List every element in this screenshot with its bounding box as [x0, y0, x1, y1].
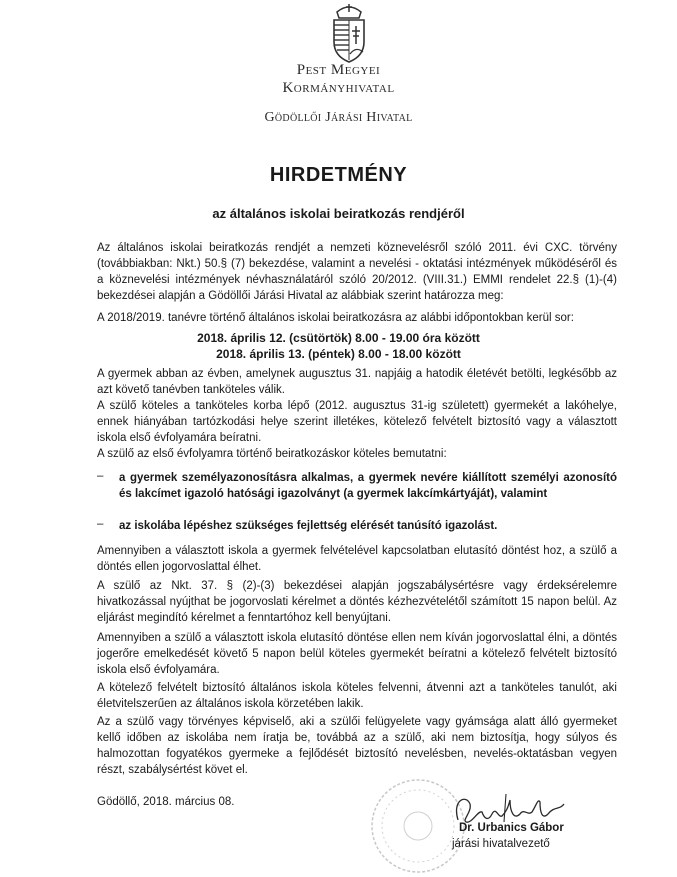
org-name-line2: Kormányhivatal [282, 80, 395, 96]
enrollment-date-1: 2018. április 12. (csütörtök) 8.00 - 19.00 óra között [197, 331, 480, 345]
place-date: Gödöllő, 2018. március 08. [97, 796, 235, 808]
paragraph-reject: Amennyiben a választott iskola a gyermek felvételével kapcsolatban elutasító döntést hoz, a szülő a döntés ellen jogorvoslattal élhet. [97, 545, 617, 573]
paragraph-present: A szülő az első évfolyamra történő beiratkozáskor köteles bemutatni: [97, 448, 447, 460]
paragraph-intro: Az általános iskolai beiratkozás rendjét a nemzeti köznevelésről szóló 2011. évi CXC. törvény (továbbiakban: Nkt.) 50.§ (7) bekezdése, valamint a nevelési - oktatási intézmények működéséről és a köznevelési intézmények névhasználatáról szóló 20/2012. (VIII.31.) EMMI rendelet 22.§ (1)-(4) bekezdései alapján a Gödöllői Járási Hivatal az alábbiak szerint határozza meg: [97, 242, 617, 302]
document-subtitle: az általános iskolai beiratkozás rendjéről [212, 206, 465, 221]
paragraph-no-appeal: Amennyiben a szülő a választott iskola elutasító döntése ellen nem kíván jogorvoslattal élni, a döntés jogerőre emelkedését követő 5 napon belül köteles gyermekét beíratni a kötelező felvételt biztosító iskola első évfolyamára. [97, 632, 617, 676]
org-name-line3: Gödöllői Járási Hivatal [264, 110, 413, 125]
paragraph-age: A gyermek abban az évben, amelynek augusztus 31. napjáig a hatodik életévét betölti, legkésőbb az azt követő tanévben tanköteles válik. [97, 368, 617, 396]
hungarian-coat-of-arms-icon [326, 4, 372, 64]
paragraph-dates-intro: A 2018/2019. tanévre történő általános iskolai beiratkozásra az alábbi időpontokban kerül sor: [97, 312, 574, 324]
bullet-item-1: a gyermek személyazonosításra alkalmas, a gyermek nevére kiállított személyi azonosító és lakcímet igazoló hatósági igazolványt (a gyermek lakcímkártyáját), valamint [119, 472, 617, 500]
signer-role: járási hivatalvezető [452, 838, 550, 850]
bullet-item-2: az iskolába lépéshez szükséges fejlettség elérését tanúsító igazolást. [119, 520, 498, 532]
paragraph-appeal: A szülő az Nkt. 37. § (2)-(3) bekezdései alapján jogszabálysértésre vagy érdeksérelemre hivatkozással nyújthat be jogorvoslati kérelmet a döntés kézhezvételétől számított 15 napon belül. Az eljárást megindító kérelmet a fenntartóhoz kell benyújtani. [97, 580, 617, 624]
paragraph-obligation: A szülő köteles a tanköteles korba lépő (2012. augusztus 31-ig született) gyermekét a lakóhelye, ennek hiányában tartózkodási helye szerint illetékes, kötelező felvételt biztosító vagy a választott iskola első évfolyamára beíratni. [97, 400, 617, 444]
enrollment-date-2: 2018. április 13. (péntek) 8.00 - 18.00 között [216, 347, 461, 361]
bullet-dash-2: – [97, 518, 104, 530]
org-name-line1: Pest Megyei [296, 62, 381, 78]
paragraph-offence: Az a szülő vagy törvényes képviselő, aki a szülői felügyelete vagy gyámsága alatt álló gyermeket kellő időben az iskolába nem íratja be, továbbá az a szülő, aki nem biztosítja, hogy súlyos és halmozottan fogyatékos gyermeke a fejlődését biztosító nevelésben, nevelés-oktatásban vegyen részt, szabálysértést követ el. [97, 716, 617, 776]
signer-name: Dr. Urbanics Gábor [459, 822, 564, 834]
document-title: HIRDETMÉNY [269, 164, 408, 186]
bullet-dash-1: – [97, 470, 104, 482]
paragraph-mandatory: A kötelező felvételt biztosító általános iskola köteles felvenni, átvenni azt a tanköteles tanulót, aki életvitelszerűen az általános iskola körzetében lakik. [97, 682, 617, 710]
